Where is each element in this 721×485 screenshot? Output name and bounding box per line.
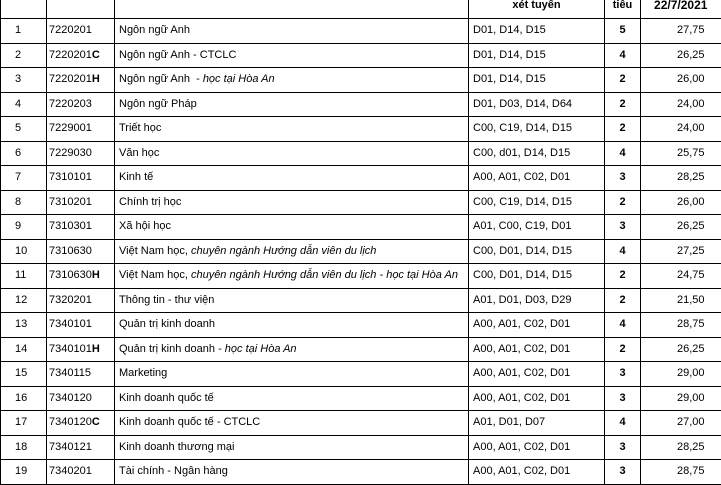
table-row [1, 386, 721, 411]
major-name-text: Quản trị kinh doanh [119, 318, 216, 331]
major-name-note: học tại Hòa An [224, 342, 297, 355]
major-name-text: Thông tin - thư viện [119, 293, 215, 306]
major-code-base: 7340101 [49, 342, 92, 355]
major-name-note: học tại Hòa An [202, 73, 275, 86]
subject-combos: D01, D03, D14, D64 [469, 92, 605, 117]
row-index: 16 [1, 386, 47, 411]
row-index: 1 [1, 19, 47, 44]
quota-value: 4 [605, 141, 641, 166]
major-name-text: Ngôn ngữ Anh [119, 24, 190, 37]
major-name [115, 239, 469, 264]
major-name [115, 435, 469, 460]
major-name-note: chuyên ngành Hướng dẫn viên du lịch [190, 244, 377, 257]
major-name [115, 215, 469, 240]
major-code-base: 7220201 [49, 24, 92, 37]
table-row [1, 117, 721, 142]
table-row [1, 141, 721, 166]
quota-value: 3 [605, 362, 641, 387]
row-index: 18 [1, 435, 47, 460]
major-code-base: 7229001 [49, 122, 92, 135]
subject-combos: A00, A01, C02, D01 [469, 362, 605, 387]
cutoff-score: 28,75 [641, 313, 721, 338]
row-index: 6 [1, 141, 47, 166]
major-code [47, 435, 115, 460]
major-name-text: Chính trị học [119, 195, 182, 208]
major-name [115, 337, 469, 362]
row-index: 8 [1, 190, 47, 215]
major-code-base: 7340121 [49, 440, 92, 453]
cutoff-score: 24,00 [641, 117, 721, 142]
major-name [115, 166, 469, 191]
major-code-base: 7310101 [49, 171, 92, 184]
cutoff-score: 27,00 [641, 411, 721, 436]
major-code-base: 7310630 [49, 269, 92, 282]
major-code-base: 7340120 [49, 416, 92, 429]
major-name-text: Kinh doanh quốc tế - CTCLC [119, 416, 261, 429]
table-row [1, 239, 721, 264]
cutoff-score: 26,00 [641, 190, 721, 215]
major-name [115, 141, 469, 166]
major-code-suffix: C [91, 48, 100, 61]
header-code [47, 0, 115, 19]
row-index: 17 [1, 411, 47, 436]
row-index: 13 [1, 313, 47, 338]
major-code [47, 141, 115, 166]
row-index: 2 [1, 43, 47, 68]
table-row [1, 460, 721, 485]
row-index: 14 [1, 337, 47, 362]
cutoff-score: 25,75 [641, 141, 721, 166]
quota-value: 4 [605, 43, 641, 68]
quota-value: 2 [605, 264, 641, 289]
major-name [115, 288, 469, 313]
subject-combos: A01, C00, C19, D01 [469, 215, 605, 240]
table-row [1, 166, 721, 191]
table-row [1, 68, 721, 93]
quota-value: 3 [605, 386, 641, 411]
major-name-text: Kinh doanh thương mại [119, 440, 235, 453]
cutoff-score: 26,00 [641, 68, 721, 93]
major-name-text: Tài chính - Ngân hàng [119, 465, 228, 478]
major-name-note: chuyên ngành Hướng dẫn viên du lịch - học tại Hòa An [190, 269, 458, 282]
subject-combos: A00, A01, C02, D01 [469, 337, 605, 362]
row-index: 12 [1, 288, 47, 313]
subject-combos: D01, D14, D15 [469, 68, 605, 93]
row-index: 4 [1, 92, 47, 117]
quota-value: 2 [605, 337, 641, 362]
major-code-base: 7220201 [49, 48, 92, 61]
major-code-suffix: H [91, 73, 100, 86]
table-row [1, 362, 721, 387]
major-code-base: 7340101 [49, 318, 92, 331]
cutoff-score: 26,25 [641, 337, 721, 362]
cutoff-score: 24,00 [641, 92, 721, 117]
major-code-base: 7220203 [49, 97, 92, 110]
row-index: 11 [1, 264, 47, 289]
major-name-text: Marketing [119, 367, 168, 380]
cutoff-score: 24,75 [641, 264, 721, 289]
major-code [47, 117, 115, 142]
major-code [47, 313, 115, 338]
cutoff-score: 29,00 [641, 362, 721, 387]
major-name [115, 313, 469, 338]
major-name [115, 68, 469, 93]
major-name-text: Văn học [119, 146, 160, 159]
quota-value: 4 [605, 411, 641, 436]
cutoff-score: 29,00 [641, 386, 721, 411]
header-name [115, 0, 469, 19]
major-name-text: Ngôn ngữ Pháp [119, 97, 197, 110]
cutoff-score: 28,25 [641, 435, 721, 460]
major-code [47, 460, 115, 485]
major-name [115, 362, 469, 387]
subject-combos: C00, D01, D14, D15 [469, 264, 605, 289]
major-code [47, 264, 115, 289]
major-code-base: 7229030 [49, 146, 92, 159]
major-name [115, 43, 469, 68]
header-combos: xét tuyển [469, 0, 605, 19]
major-code-base: 7340120 [49, 391, 92, 404]
major-code [47, 190, 115, 215]
subject-combos: D01, D14, D15 [469, 43, 605, 68]
major-code [47, 166, 115, 191]
major-name [115, 117, 469, 142]
quota-value: 5 [605, 19, 641, 44]
table-row [1, 288, 721, 313]
major-name [115, 411, 469, 436]
major-code-base: 7220201 [49, 73, 92, 86]
quota-value: 4 [605, 239, 641, 264]
subject-combos: C00, C19, D14, D15 [469, 190, 605, 215]
quota-value: 2 [605, 68, 641, 93]
major-name [115, 386, 469, 411]
header-quota: tiêu [605, 0, 641, 19]
subject-combos: A01, D01, D07 [469, 411, 605, 436]
table-row [1, 337, 721, 362]
major-code [47, 337, 115, 362]
major-code-base: 7310201 [49, 195, 92, 208]
quota-value: 3 [605, 166, 641, 191]
major-code [47, 386, 115, 411]
row-index: 5 [1, 117, 47, 142]
cutoff-score: 26,25 [641, 215, 721, 240]
table-row [1, 313, 721, 338]
major-name [115, 264, 469, 289]
row-index: 3 [1, 68, 47, 93]
subject-combos: C00, d01, D14, D15 [469, 141, 605, 166]
major-code-base: 7340201 [49, 465, 92, 478]
table-row [1, 190, 721, 215]
subject-combos: D01, D14, D15 [469, 19, 605, 44]
major-code-suffix: H [91, 269, 100, 282]
major-name-text: Kinh tế [119, 171, 154, 184]
cutoff-score: 28,75 [641, 460, 721, 485]
row-index: 9 [1, 215, 47, 240]
major-name [115, 190, 469, 215]
major-name-text: Việt Nam học, [119, 269, 191, 282]
table-row [1, 43, 721, 68]
table-row [1, 19, 721, 44]
quota-value: 2 [605, 117, 641, 142]
major-name-text: Xã hội học [119, 220, 171, 233]
row-index: 19 [1, 460, 47, 485]
major-code [47, 215, 115, 240]
major-name [115, 19, 469, 44]
major-code-base: 7340115 [49, 367, 92, 380]
subject-combos: C00, D01, D14, D15 [469, 239, 605, 264]
major-name-text: Ngôn ngữ Anh - CTCLC [119, 48, 237, 61]
cutoff-score: 21,50 [641, 288, 721, 313]
quota-value: 3 [605, 435, 641, 460]
header-score: 22/7/2021 [641, 0, 721, 19]
subject-combos: A00, A01, C02, D01 [469, 166, 605, 191]
table-row [1, 264, 721, 289]
table-row [1, 411, 721, 436]
major-name-text: Việt Nam học, [119, 244, 191, 257]
quota-value: 2 [605, 190, 641, 215]
major-code [47, 362, 115, 387]
major-code-suffix: H [91, 342, 100, 355]
major-name-text: Quản trị kinh doanh - [119, 342, 225, 355]
major-name-text: Kinh doanh quốc tế [119, 391, 214, 404]
major-code [47, 92, 115, 117]
subject-combos: C00, C19, D14, D15 [469, 117, 605, 142]
subject-combos: A00, A01, C02, D01 [469, 386, 605, 411]
major-name-text: Triết học [119, 122, 162, 135]
major-code [47, 43, 115, 68]
major-name [115, 92, 469, 117]
row-index: 7 [1, 166, 47, 191]
table-row [1, 435, 721, 460]
cutoff-score: 27,75 [641, 19, 721, 44]
major-code [47, 19, 115, 44]
header-stt [1, 0, 47, 19]
major-code-base: 7320201 [49, 293, 92, 306]
subject-combos: A00, A01, C02, D01 [469, 435, 605, 460]
subject-combos: A01, D01, D03, D29 [469, 288, 605, 313]
quota-value: 2 [605, 92, 641, 117]
major-code [47, 288, 115, 313]
major-name [115, 460, 469, 485]
cutoff-score: 26,25 [641, 43, 721, 68]
major-code [47, 68, 115, 93]
subject-combos: A00, A01, C02, D01 [469, 313, 605, 338]
quota-value: 3 [605, 215, 641, 240]
row-index: 10 [1, 239, 47, 264]
table-row [1, 92, 721, 117]
major-code-base: 7310630 [49, 244, 92, 257]
header-row [1, 0, 721, 19]
cutoff-score: 27,25 [641, 239, 721, 264]
major-name-text: Ngôn ngữ Anh - [119, 73, 203, 86]
quota-value: 2 [605, 288, 641, 313]
table-row [1, 215, 721, 240]
quota-value: 4 [605, 313, 641, 338]
major-code-base: 7310301 [49, 220, 92, 233]
major-code [47, 411, 115, 436]
subject-combos: A00, A01, C02, D01 [469, 460, 605, 485]
cutoff-score: 28,25 [641, 166, 721, 191]
row-index: 15 [1, 362, 47, 387]
major-code-suffix: C [91, 416, 100, 429]
quota-value: 3 [605, 460, 641, 485]
major-code [47, 239, 115, 264]
